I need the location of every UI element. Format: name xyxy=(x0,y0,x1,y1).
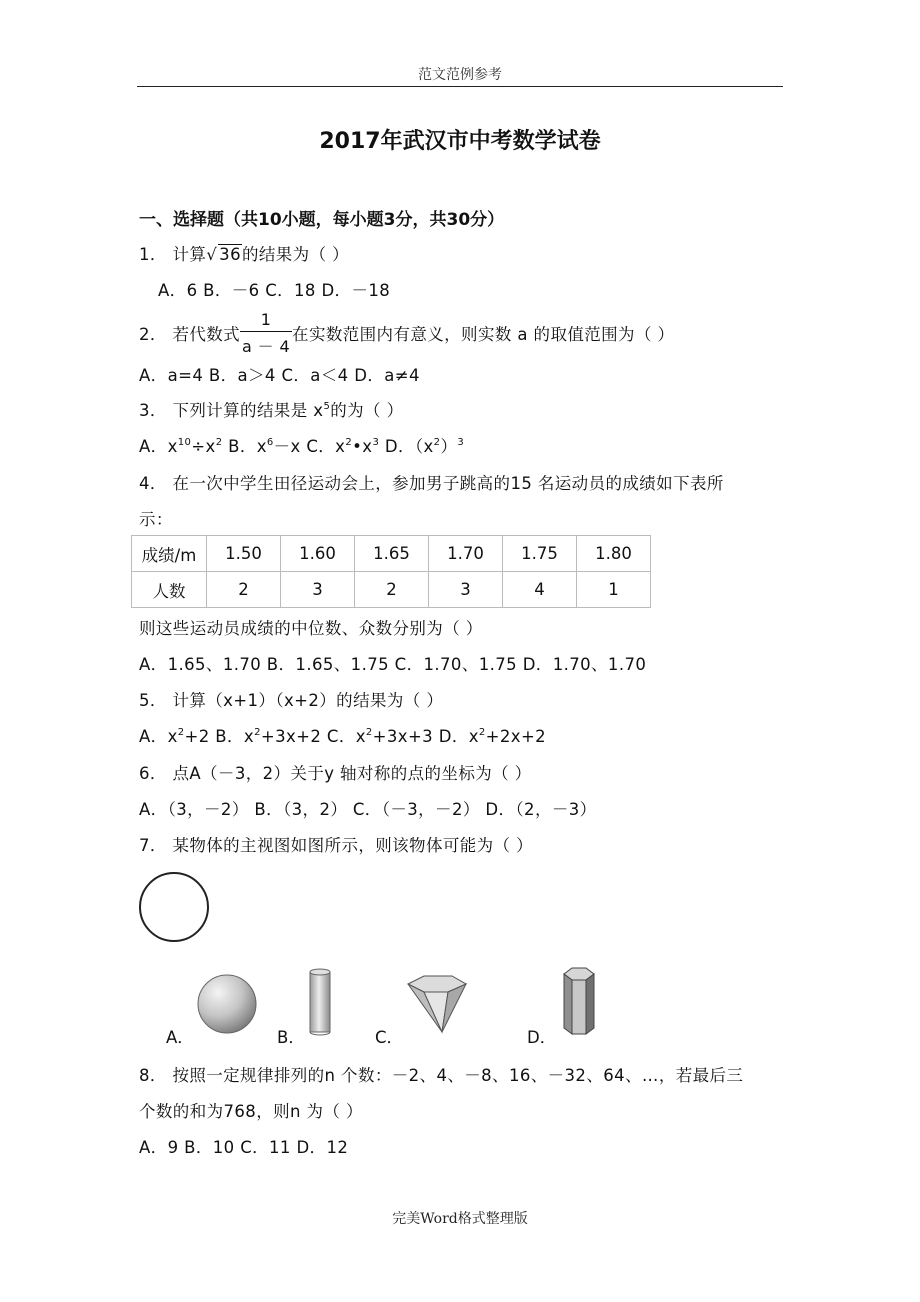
q2-frac-denominator: a － 4 xyxy=(241,337,291,356)
q3-opt-a-exp1: 10 xyxy=(177,437,192,448)
header-divider xyxy=(137,86,783,87)
score-table xyxy=(131,535,651,608)
table-cell: 1.75 xyxy=(503,536,577,572)
table-cell: 1.80 xyxy=(577,536,651,572)
question-8-line1: 8． 按照一定规律排列的n 个数：－2、4、－8、16、－32、64、…，若最后三 xyxy=(139,1066,744,1085)
page-footer: 完美Word格式整理版 xyxy=(392,1211,528,1227)
table-cell: 1.70 xyxy=(429,536,503,572)
q5-opt-c-exp: 2 xyxy=(365,727,373,738)
q5-opt-d-exp: 2 xyxy=(478,727,486,738)
question-7: 7． 某物体的主视图如图所示，则该物体可能为（ ） xyxy=(139,836,533,855)
q1-radicand: 36 xyxy=(219,245,241,264)
q5-opt-d-tail: +2x+2 xyxy=(485,727,547,746)
q2-options: A．a=4 B．a＞4 C．a＜4 D．a≠4 xyxy=(139,366,420,385)
q3-opt-d-exp2: 3 xyxy=(457,437,465,448)
q2-suffix: 在实数范围内有意义，则实数 a 的取值范围为（ ） xyxy=(292,325,675,344)
q7-label-b: B． xyxy=(277,1028,305,1047)
table-cell: 成绩/m xyxy=(132,536,207,572)
q3-opt-b: B．x xyxy=(222,437,267,456)
q4-options: A．1.65、1.70 B．1.65、1.75 C．1.70、1.75 D．1.70、1.70 xyxy=(139,655,647,674)
q1-prefix: 1． 计算 xyxy=(139,245,207,264)
q3-opt-a-exp2: 2 xyxy=(215,437,223,448)
q1-suffix: 的结果为（ ） xyxy=(241,245,350,264)
q3-prefix: 3． 下列计算的结果是 x xyxy=(139,401,324,420)
table-cell: 2 xyxy=(355,572,429,608)
q5-opt-ab: +2 B．x xyxy=(184,727,255,746)
question-3 xyxy=(139,397,403,421)
q5-options xyxy=(139,723,546,747)
question-6: 6． 点A（－3，2）关于y 轴对称的点的坐标为（ ） xyxy=(139,764,532,783)
q5-opt-cd: +3x+3 D．x xyxy=(372,727,479,746)
question-4-line1: 4． 在一次中学生田径运动会上，参加男子跳高的15 名运动员的成绩如下表所 xyxy=(139,474,724,493)
table-cell: 3 xyxy=(281,572,355,608)
table-row xyxy=(132,572,651,608)
q3-opt-c-mid: •x xyxy=(352,437,373,456)
sphere-figure xyxy=(195,972,259,1036)
hexagonal-prism-figure xyxy=(558,964,598,1038)
sqrt-sign: √ xyxy=(206,245,218,264)
table-cell: 1 xyxy=(577,572,651,608)
q4-question: 则这些运动员成绩的中位数、众数分别为（ ） xyxy=(139,619,483,638)
q8-options: A．9 B．10 C．11 D．12 xyxy=(139,1138,349,1157)
exam-title: 2017年武汉市中考数学试卷 xyxy=(319,129,601,154)
table-cell: 3 xyxy=(429,572,503,608)
q3-opt-bc: －x C．x xyxy=(273,437,346,456)
cylinder-figure xyxy=(306,966,334,1038)
q6-options: A．（3，－2） B．（3，2） C．（－3，－2） D．（2，－3） xyxy=(139,800,597,819)
q3-opt-d-exp1: 2 xyxy=(433,437,441,448)
table-cell: 2 xyxy=(207,572,281,608)
question-2 xyxy=(139,312,674,359)
q5-opt-a-exp: 2 xyxy=(177,727,185,738)
page-header: 范文范例参考 xyxy=(418,67,502,83)
table-cell: 1.65 xyxy=(355,536,429,572)
table-cell: 1.50 xyxy=(207,536,281,572)
q2-fraction xyxy=(240,310,292,357)
q2-prefix: 2． 若代数式 xyxy=(139,325,241,344)
table-cell: 人数 xyxy=(132,572,207,608)
q3-options xyxy=(139,433,464,457)
q2-frac-numerator: 1 xyxy=(240,310,292,332)
q3-opt-c-exp1: 2 xyxy=(345,437,353,448)
q3-opt-b-exp: 6 xyxy=(266,437,274,448)
q5-opt-bc: +3x+2 C．x xyxy=(260,727,366,746)
q1-options: A．6 B．－6 C．18 D．－18 xyxy=(158,281,391,300)
question-8-line2: 个数的和为768，则n 为（ ） xyxy=(139,1102,363,1121)
q3-opt-a: A．x xyxy=(139,437,178,456)
q3-opt-d-mid: ） xyxy=(440,437,458,456)
q5-opt-b-exp: 2 xyxy=(254,727,261,738)
q7-label-d: D． xyxy=(527,1028,557,1047)
q3-opt-a-mid: ÷x xyxy=(191,437,216,456)
table-cell: 4 xyxy=(503,572,577,608)
q3-exponent: 5 xyxy=(323,401,331,412)
section-heading: 一、选择题（共10小题，每小题3分，共30分） xyxy=(139,210,505,230)
table-cell: 1.60 xyxy=(281,536,355,572)
q7-label-a: A． xyxy=(166,1028,194,1047)
q5-opt-a: A．x xyxy=(139,727,178,746)
table-row xyxy=(132,536,651,572)
q7-label-c: C． xyxy=(375,1028,404,1047)
q3-opt-d: D．（x xyxy=(379,437,434,456)
front-view-circle xyxy=(137,870,213,946)
question-1 xyxy=(139,241,349,265)
q3-suffix: 的为（ ） xyxy=(330,401,404,420)
pyramid-figure xyxy=(402,970,472,1036)
q3-opt-c-exp2: 3 xyxy=(372,437,380,448)
question-5: 5． 计算（x+1）（x+2）的结果为（ ） xyxy=(139,691,444,710)
question-4-line2: 示： xyxy=(139,510,173,529)
